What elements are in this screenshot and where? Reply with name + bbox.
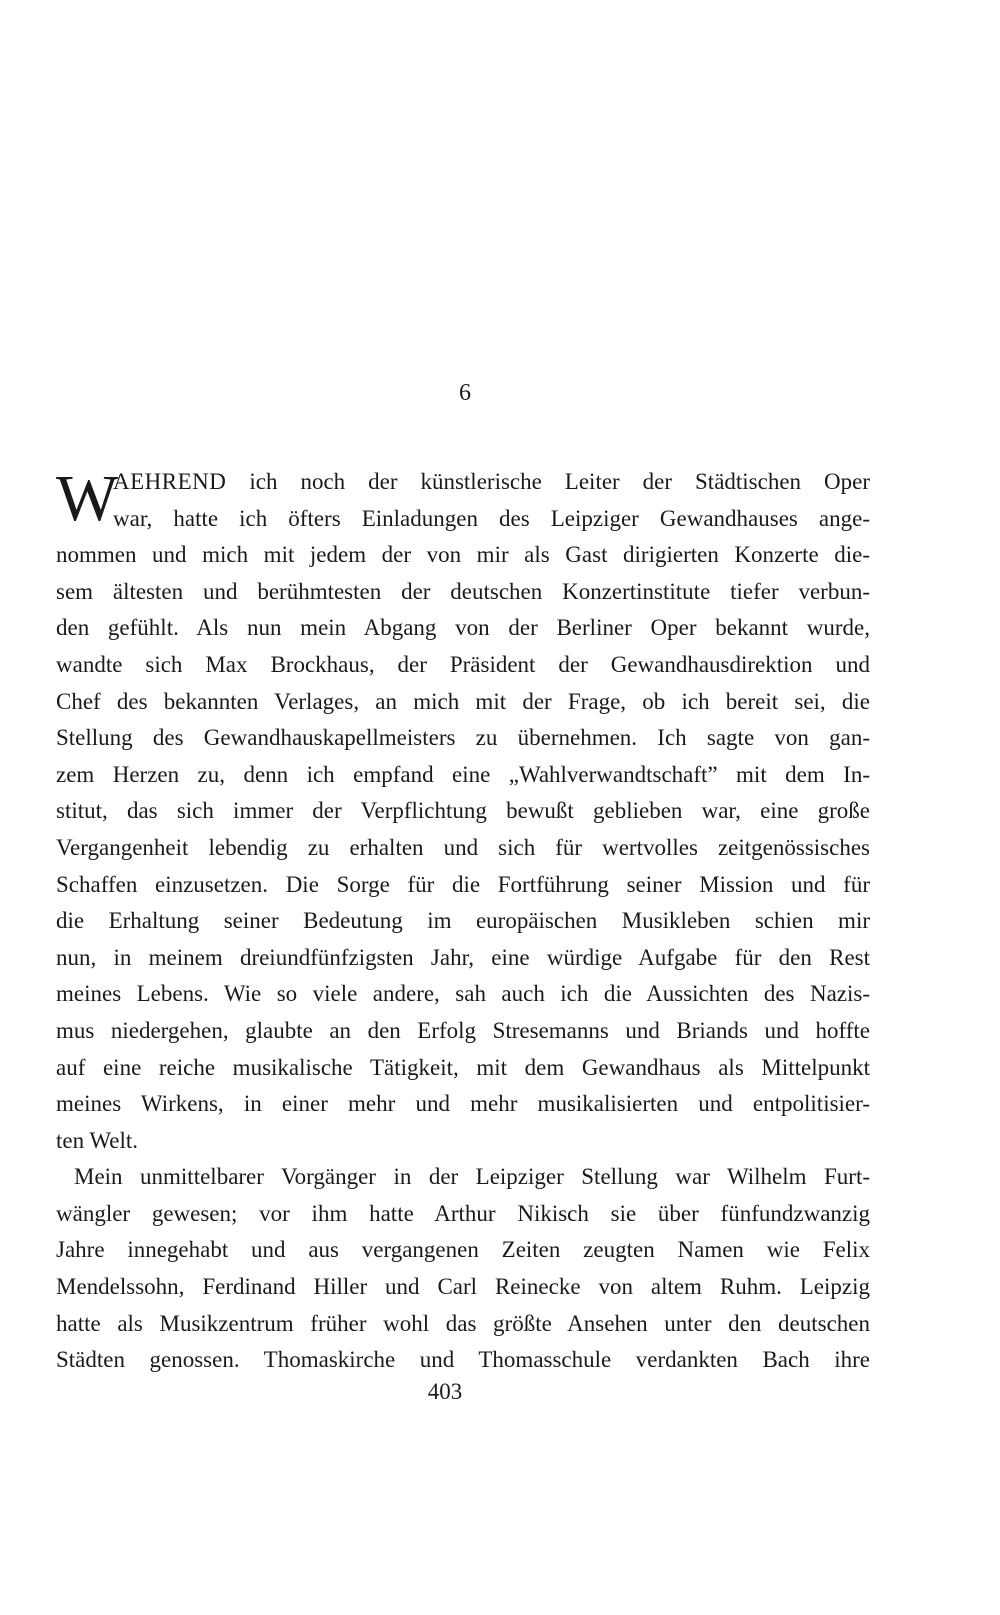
text-line: auf eine reiche musikalische Tätigkeit, mit dem Gewandhaus als Mittelpunkt [56,1054,870,1080]
text-line: meines Wirkens, in einer mehr und mehr musikalisierten und entpolitisier- [56,1091,870,1117]
text-line: hatte als Musikzentrum früher wohl das größte Ansehen unter den deutschen [56,1310,870,1336]
text-line: Mein unmittelbarer Vorgänger in der Leipziger Stellung war Wilhelm Furt- [74,1164,870,1190]
text-line: nommen und mich mit jedem der von mir als Gast dirigierten Konzerte die- [56,542,870,568]
text-line: ten Welt. [56,1127,139,1153]
text-line: nun, in meinem dreiundfünfzigsten Jahr, eine würdige Aufgabe für den Rest [56,944,870,970]
text-line: die Erhaltung seiner Bedeutung im europäischen Musikleben schien mir [56,908,870,934]
body-text [56,464,870,1379]
paragraph-1 [56,464,870,1159]
text-line: Städten genossen. Thomaskirche und Thomasschule verdankten Bach ihre [56,1347,870,1373]
text-line: Jahre innegehabt und aus vergangenen Zeiten zeugten Namen wie Felix [56,1237,870,1263]
chapter-number: 6 [459,380,471,406]
text-line: wandte sich Max Brockhaus, der Präsident der Gewandhausdirektion und [56,651,870,677]
text-line: Chef des bekannten Verlages, an mich mit der Frage, ob ich bereit sei, die [56,688,870,714]
text-line: war, hatte ich öfters Einladungen des Leipziger Gewandhauses ange- [113,505,870,531]
page-number: 403 [427,1379,463,1404]
lead-caps: AEHREND [113,469,227,494]
text-line: zem Herzen zu, denn ich empfand eine „Wahlverwandtschaft” mit dem In- [56,761,870,787]
text-line: AEHREND ich noch der künstlerische Leiter der Städtischen Oper [113,469,871,494]
text-line: wängler gewesen; vor ihm hatte Arthur Nikisch sie über fünfundzwanzig [56,1200,870,1226]
text-line: den gefühlt. Als nun mein Abgang von der Berliner Oper bekannt wurde, [56,615,870,641]
text-line: sem ältesten und berühmtesten der deutschen Konzertinstitute tiefer verbun- [56,578,870,604]
text-line: stitut, das sich immer der Verpflichtung bewußt geblieben war, eine große [56,798,870,824]
text-line: mus niedergehen, glaubte an den Erfolg Stresemanns und Briands und hoffte [56,1017,870,1043]
text-line: Schaffen einzusetzen. Die Sorge für die Fortführung seiner Mission und für [56,871,870,897]
text-line: Stellung des Gewandhauskapellmeisters zu übernehmen. Ich sagte von gan- [56,725,870,751]
drop-cap: W [56,462,119,535]
text-line: meines Lebens. Wie so viele andere, sah auch ich die Aussichten des Nazis- [56,981,870,1007]
paragraph-2 [56,1159,870,1379]
text-line: Vergangenheit lebendig zu erhalten und sich für wertvolles zeitgenössisches [56,834,870,860]
text-line: Mendelssohn, Ferdinand Hiller und Carl Reinecke von altem Ruhm. Leipzig [56,1274,870,1300]
